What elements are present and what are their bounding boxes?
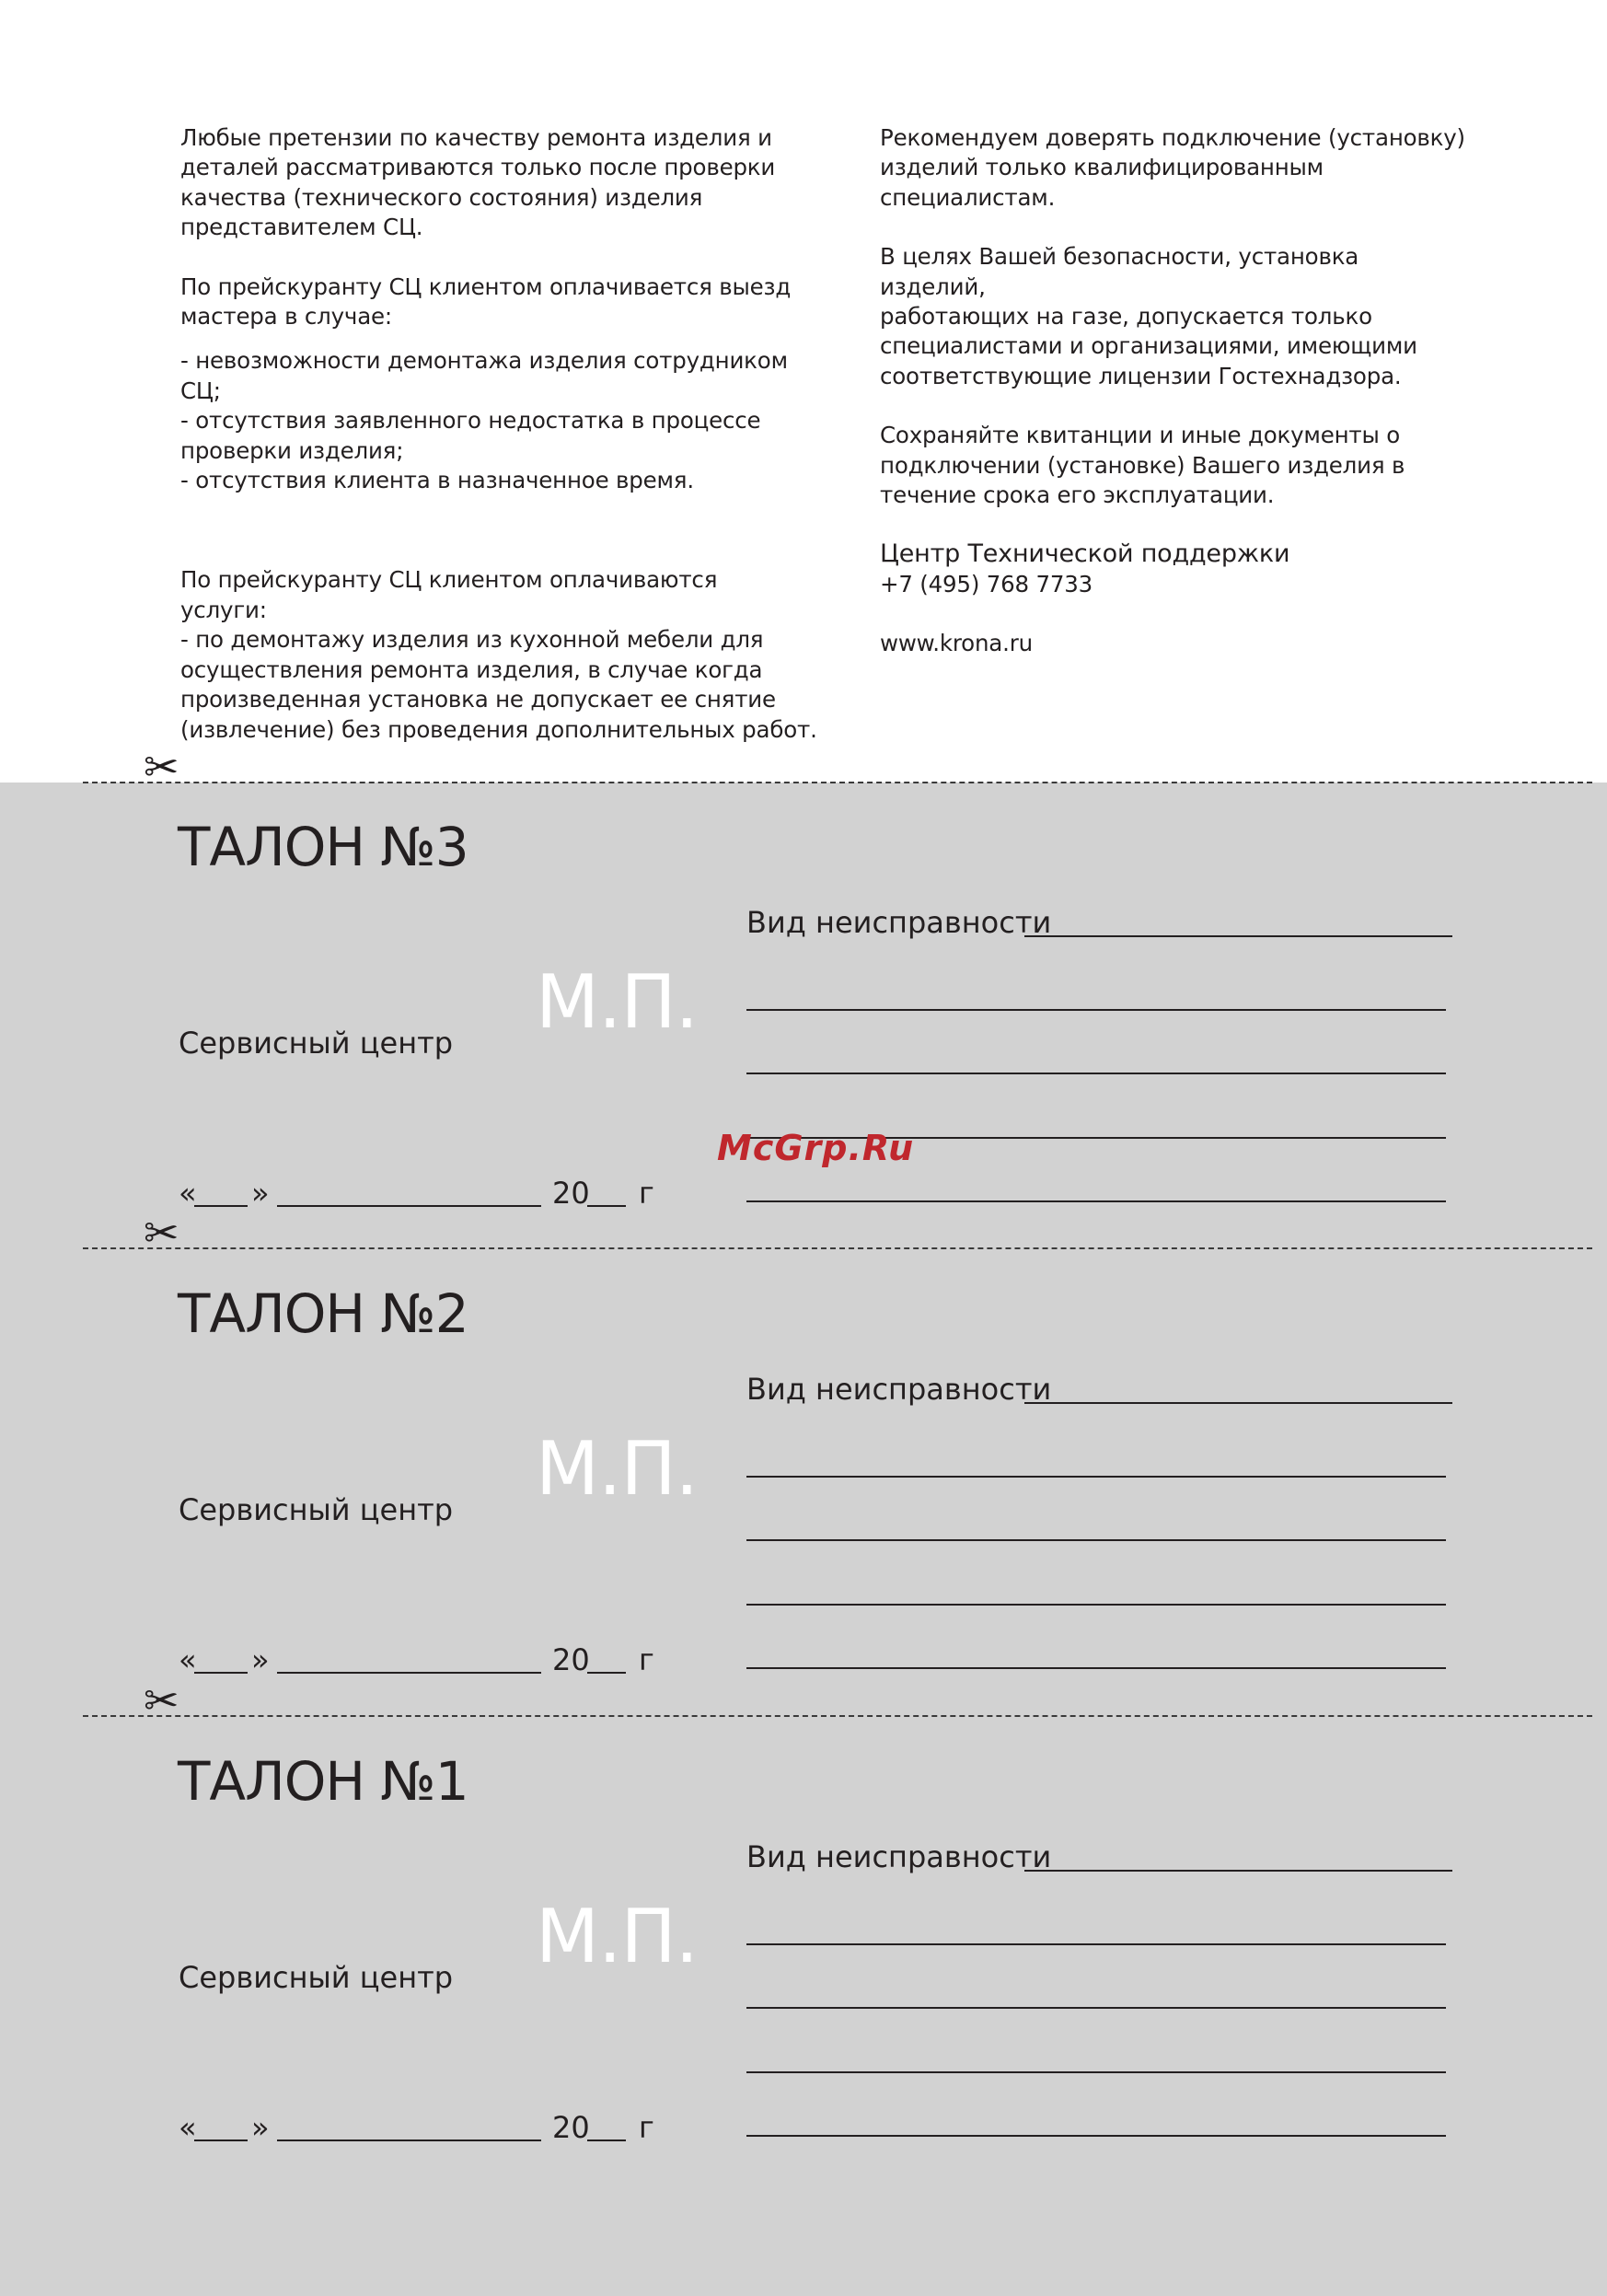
scissors-icon: ✂ bbox=[144, 742, 179, 792]
date-year-prefix: 20 bbox=[552, 1642, 590, 1677]
service-center-label: Сервисный центр bbox=[179, 1492, 454, 1527]
fault-line[interactable] bbox=[746, 1604, 1446, 1606]
right-info-column bbox=[880, 123, 1469, 659]
talon-2 bbox=[0, 1250, 1607, 1718]
fault-type-field[interactable] bbox=[1024, 935, 1452, 937]
claims-paragraph: Любые претензии по качеству ремонта изделия и деталей рассматриваются только после проверки качества (технического состояния) изделия представителем СЦ. bbox=[180, 124, 776, 241]
date-year-field[interactable] bbox=[587, 1205, 626, 1207]
fault-line[interactable] bbox=[746, 1073, 1446, 1074]
support-phone: +7 (495) 768 7733 bbox=[880, 570, 1093, 597]
fault-line[interactable] bbox=[746, 1009, 1446, 1011]
support-website: www.krona.ru bbox=[880, 630, 1033, 657]
talon-1 bbox=[0, 1718, 1607, 2186]
keep-documents-paragraph: Сохраняйте квитанции и иные документы о подключении (установке) Вашего изделия в течение срока его эксплуатации. bbox=[880, 422, 1405, 509]
stamp-placeholder: М.П. bbox=[536, 1426, 699, 1512]
service-center-label: Сервисный центр bbox=[179, 1960, 454, 1995]
gas-safety-paragraph: В целях Вашей безопасности, установка изделий, работающих на газе, допускается только специалистами и организациями, имеющими соответствующие лицензии Гостехнадзора. bbox=[880, 243, 1417, 389]
date-field bbox=[179, 2109, 694, 2150]
date-close-quote: » bbox=[251, 1176, 270, 1211]
date-close-quote: » bbox=[251, 2110, 270, 2145]
fault-type-label: Вид неисправности bbox=[746, 905, 1052, 940]
talon-title: ТАЛОН №1 bbox=[178, 1750, 468, 1813]
date-month-field[interactable] bbox=[277, 2139, 541, 2141]
talon-title: ТАЛОН №2 bbox=[178, 1282, 468, 1345]
fault-line[interactable] bbox=[746, 2007, 1446, 2009]
left-info-column bbox=[180, 123, 825, 745]
date-month-field[interactable] bbox=[277, 1205, 541, 1207]
scissors-icon: ✂ bbox=[144, 1208, 179, 1258]
installation-recommendation: Рекомендуем доверять подключение (установку) изделий только квалифицированным специалистам. bbox=[880, 124, 1465, 211]
services-paid-paragraph: По прейскуранту СЦ клиентом оплачиваются услуги: - по демонтажу изделия из кухонной мебели для осуществления ремонта изделия, в случае когда произведенная установка не допускает ее снятие (извлечение) без проведения дополнительных работ. bbox=[180, 566, 817, 743]
fault-line[interactable] bbox=[746, 2071, 1446, 2073]
date-month-field[interactable] bbox=[277, 1672, 541, 1674]
fault-line[interactable] bbox=[746, 1667, 1446, 1669]
fault-line[interactable] bbox=[746, 1200, 1446, 1202]
date-open-quote: « bbox=[179, 2110, 197, 2145]
date-year-suffix: г bbox=[639, 2110, 654, 2145]
watermark-logo: McGrp.Ru bbox=[717, 1128, 915, 1168]
fault-line[interactable] bbox=[746, 1943, 1446, 1945]
date-field bbox=[179, 1641, 694, 1682]
date-day-field[interactable] bbox=[194, 1205, 248, 1207]
fault-line[interactable] bbox=[746, 2135, 1446, 2137]
date-field bbox=[179, 1175, 694, 1215]
stamp-placeholder: М.П. bbox=[536, 1894, 699, 1979]
visit-paid-paragraph: По прейскуранту СЦ клиентом оплачивается выезд мастера в случае: bbox=[180, 273, 792, 330]
date-day-field[interactable] bbox=[194, 1672, 248, 1674]
date-day-field[interactable] bbox=[194, 2139, 248, 2141]
talon-3 bbox=[0, 783, 1607, 1251]
date-year-field[interactable] bbox=[587, 1672, 626, 1674]
fault-type-label: Вид неисправности bbox=[746, 1372, 1052, 1407]
fault-type-field[interactable] bbox=[1024, 1402, 1452, 1404]
date-year-suffix: г bbox=[639, 1642, 654, 1677]
scissors-icon: ✂ bbox=[144, 1676, 179, 1725]
visit-cases-list: - невозможности демонтажа изделия сотрудником СЦ; - отсутствия заявленного недостатка в процессе проверки изделия; - отсутствия клиента в назначенное время. bbox=[180, 347, 788, 494]
date-year-prefix: 20 bbox=[552, 2110, 590, 2145]
date-open-quote: « bbox=[179, 1176, 197, 1211]
date-close-quote: » bbox=[251, 1642, 270, 1677]
date-year-suffix: г bbox=[639, 1176, 654, 1211]
service-center-label: Сервисный центр bbox=[179, 1026, 454, 1061]
fault-type-field[interactable] bbox=[1024, 1870, 1452, 1872]
fault-line[interactable] bbox=[746, 1476, 1446, 1478]
date-year-prefix: 20 bbox=[552, 1176, 590, 1211]
fault-type-label: Вид неисправности bbox=[746, 1839, 1052, 1874]
support-center-title: Центр Технической поддержки bbox=[880, 539, 1290, 569]
talon-title: ТАЛОН №3 bbox=[178, 816, 468, 878]
date-year-field[interactable] bbox=[587, 2139, 626, 2141]
fault-line[interactable] bbox=[746, 1539, 1446, 1541]
stamp-placeholder: М.П. bbox=[536, 959, 699, 1045]
date-open-quote: « bbox=[179, 1642, 197, 1677]
